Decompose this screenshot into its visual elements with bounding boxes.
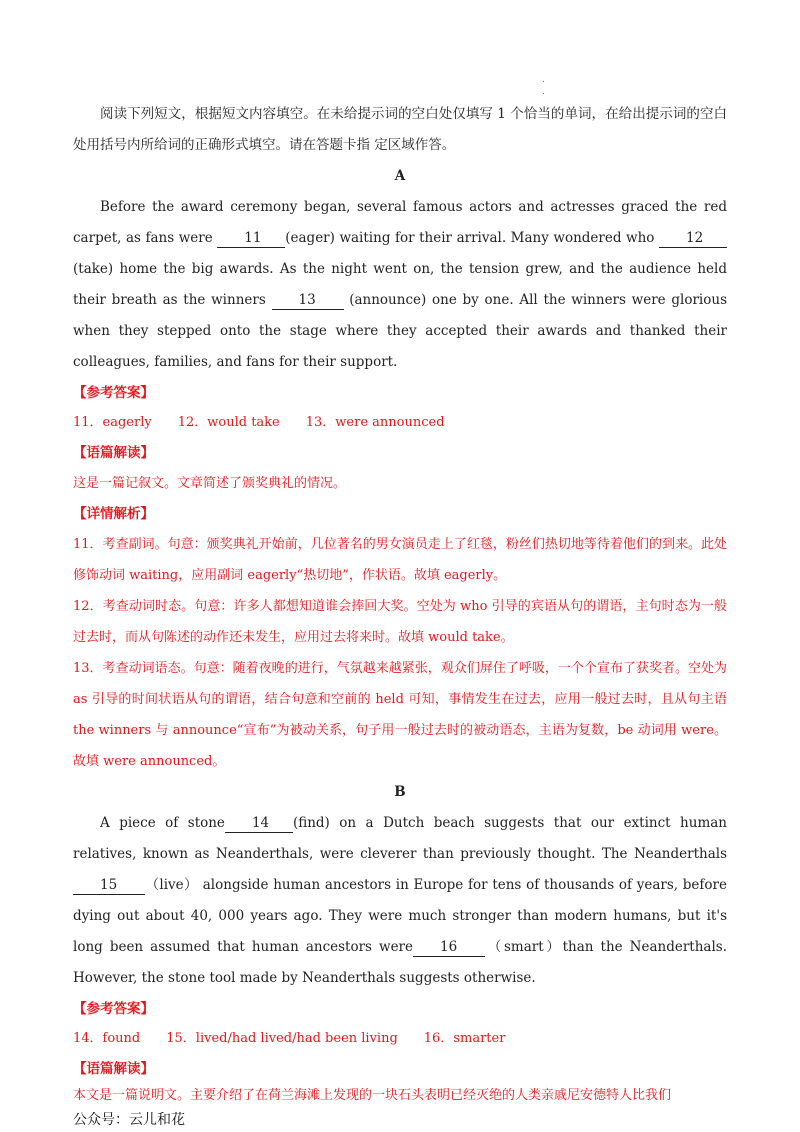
section-b-passage: A piece of stone 14 (find) on a Dutch beach suggests that our extinct human relatives, known as Neanderthals, were cleverer than previously thought. The Neanderthals15 （live） alongside human ancestors in Europe for tens of thousands of years, before dying out about 40, 000 years ago. They were much stronger than modern humans, but it's long been assumed that human ancestors were 16 （smart）than the Neanderthals. However, the stone tool made by Neanderthals suggests otherwise. (73, 815, 727, 986)
section-b-heading: B (394, 784, 406, 800)
blank-15[interactable]: 15 (73, 876, 145, 895)
explanation-13: 13．考查动词语态。句意：随着夜晚的进行，气氛越来越紧张，观众们屏住了呼吸，一个个宣布了获奖者。空处为 as 引导的时间状语从句的谓语，结合句意和空前的 held 可知，事情发生在过去，应用一般过去时，且从句主语 the winners 与 announce“宣布”为被动关系，句子用一般过去时的被动语态，主语为复数，be 动词用 were。故填 were announced。 (73, 661, 727, 769)
blank-13[interactable]: 13 (272, 291, 344, 310)
ref-answer-label-b: 【参考答案】 (73, 1001, 154, 1017)
footer-watermark: 公众号：云儿和花 (73, 1112, 185, 1128)
reading-b: 本文是一篇说明文。主要介绍了在荷兰海滩上发现的一块石头表明已经灭绝的人类亲戚尼安德特人比我们 (73, 1088, 672, 1103)
answers-a: 11．eagerly 12．would take 13．were announced (73, 415, 445, 430)
ref-answer-label-a: 【参考答案】 (73, 385, 154, 401)
blank-16[interactable]: 16 (413, 938, 485, 957)
answers-b: 14．found 15．lived/had lived/had been living 16．smarter (73, 1031, 506, 1046)
blank-12[interactable]: 12 (659, 229, 727, 248)
corner-dots: . . (542, 75, 545, 97)
document-page (73, 0, 727, 1132)
detail-label-a: 【详情解析】 (73, 506, 154, 522)
reading-label-a: 【语篇解读】 (73, 445, 154, 461)
explanation-12: 12．考查动词时态。句意：许多人都想知道谁会捧回大奖。空处为 who 引导的宾语从句的谓语，主句时态为一般过去时，而从句陈述的动作还未发生，应用过去将来时。故填 would take。 (73, 599, 727, 645)
reading-label-b: 【语篇解读】 (73, 1061, 154, 1077)
reading-a: 这是一篇记叙文。文章简述了颁奖典礼的情况。 (73, 476, 347, 491)
instructions: 阅读下列短文，根据短文内容填空。在未给提示词的空白处仅填写 1 个恰当的单词，在给出提示词的空白处用括号内所给词的正确形式填空。请在答题卡指 定区域作答。 (73, 106, 727, 153)
section-a-passage: Before the award ceremony began, several famous actors and actresses graced the red carpet, as fans were 11 (eager) waiting for their arrival. Many wondered who 12 (take) home the big awards. As the night went on, the tension grew, and the audience held their breath as the winners 13 (announce) one by one. All the winners were glorious when they stepped onto the stage where they accepted their awards and thanked their colleagues, families, and fans for their support. (73, 199, 727, 370)
section-a-heading: A (394, 168, 406, 184)
explanation-11: 11．考查副词。句意：颁奖典礼开始前，几位著名的男女演员走上了红毯，粉丝们热切地等待着他们的到来。此处修饰动词 waiting，应用副词 eagerly“热切地”，作状语。故填 eagerly。 (73, 537, 727, 583)
blank-14[interactable]: 14 (225, 814, 293, 833)
blank-11[interactable]: 11 (217, 229, 285, 248)
